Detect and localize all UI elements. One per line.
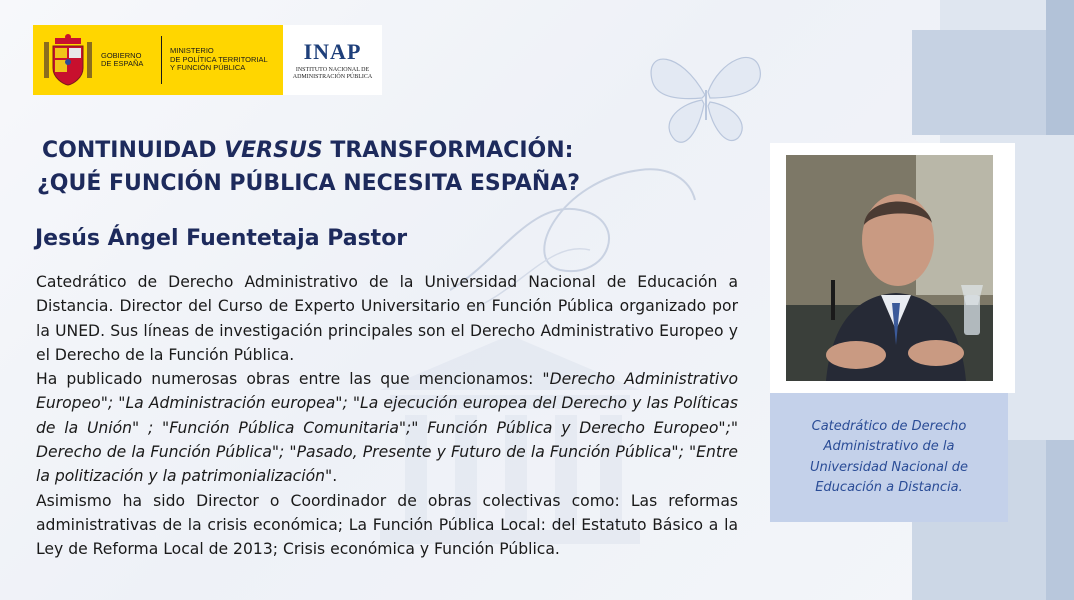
speaker-name: Jesús Ángel Fuentetaja Pastor: [35, 226, 408, 251]
title-line-1: [37, 134, 737, 167]
ministry-line: Y FUNCIÓN PÚBLICA: [170, 63, 246, 73]
speaker-biography: [36, 270, 738, 562]
gov-line: DE ESPAÑA: [101, 59, 144, 68]
ministry-line: MINISTERIO: [170, 46, 214, 56]
bio-paragraph: Asimismo ha sido Director o Coordinador de obras colectivas como: Las reformas administrativas de la crisis económica; La Función Pública Local: del Estatuto Básico a la Ley de Reforma Local de 2013; Crisis económica y Función Pública.: [36, 491, 738, 559]
title-line-2: ¿QUÉ FUNCIÓN PÚBLICA NECESITA ESPAÑA?: [37, 171, 581, 196]
bio-paragraph: Catedrático de Derecho Administrativo de la Universidad Nacional de Educación a Distancia. Director del Curso de Experto Universitario en Función Pública organizado por la UNED. Sus líneas de investigación principales son el Derecho Administrativo Europeo y el Derecho de la Función Pública.: [36, 273, 738, 364]
coat-of-arms-icon: [41, 32, 95, 88]
ministry-label: [170, 47, 280, 73]
divider: [161, 36, 162, 84]
background-square: [1046, 0, 1074, 135]
photo-caption-box: [770, 393, 1008, 522]
title-emphasis: VERSUS: [224, 138, 323, 163]
background-square: [1046, 440, 1074, 600]
inap-mark: INAP: [303, 39, 362, 64]
speaker-photo: [786, 155, 993, 381]
inap-line: ADMINISTRACIÓN PÚBLICA: [292, 74, 373, 80]
title-text: TRANSFORMACIÓN:: [322, 138, 574, 163]
background-square: [912, 30, 1046, 135]
speaker-portrait-image: [786, 155, 993, 381]
inap-logo: [283, 25, 382, 95]
inap-line: INSTITUTO NACIONAL DE: [295, 67, 370, 73]
page-title: [37, 134, 737, 200]
government-label: [101, 52, 153, 69]
photo-caption: Catedrático de Derecho Administrativo de la Universidad Nacional de Educación a Distancia.: [810, 418, 968, 495]
inap-subtitle: [293, 67, 373, 81]
bio-paragraph: [36, 367, 738, 488]
logo-bar: [33, 25, 382, 95]
gov-line: GOBIERNO: [101, 50, 142, 60]
ministry-line: DE POLÍTICA TERRITORIAL: [170, 54, 268, 64]
bio-text: Ha publicado numerosas obras entre las que mencionamos: ": [36, 370, 550, 389]
government-logo: [33, 25, 283, 95]
speaker-photo-frame: [770, 143, 1015, 393]
bio-text: ".: [325, 467, 338, 486]
title-text: CONTINUIDAD: [42, 138, 225, 163]
bio-publications: Derecho Administrativo Europeo"; "La Administración europea"; "La ejecución europea del Derecho y las Políticas de la Unión" ; "Función Pública Comunitaria";" Función Pública y Derecho Europeo";" Derecho de la Función Pública"; "Pasado, Presente y Futuro de la Función Pública"; "Entre la politización y la patrimonialización: [36, 370, 738, 486]
